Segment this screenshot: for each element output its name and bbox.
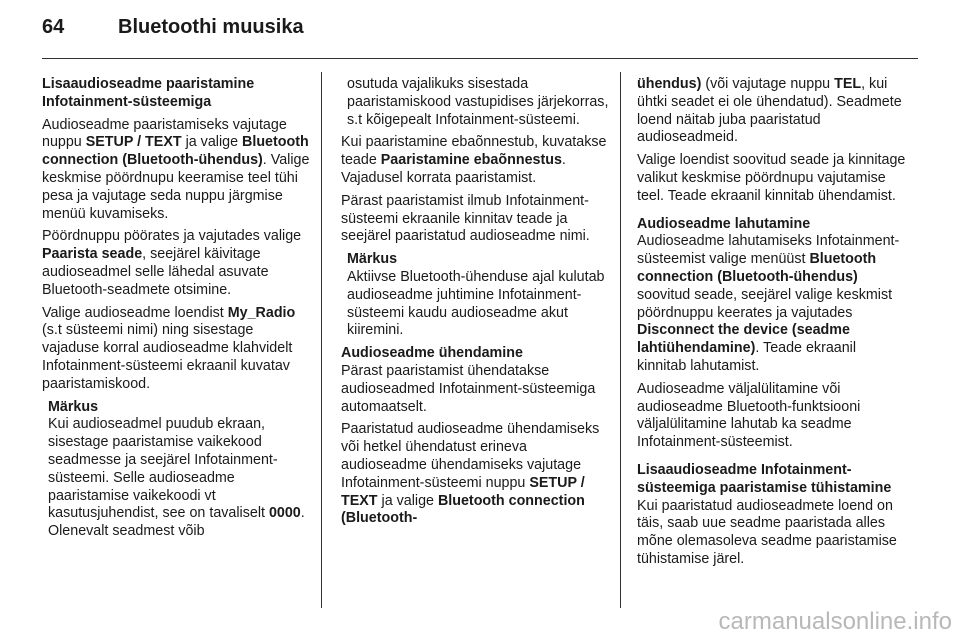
note-title: Märkus — [48, 398, 99, 415]
paragraph: Valige audioseadme loendist My_Radio (s.t süsteemi nimi) ning sisestage vajaduse korral audioseadme klahvidelt Infotainment-süsteemi ekraanil kuvatav paaristamiskood. — [42, 304, 296, 392]
paragraph: Audioseadme paaristamiseks vajutage nuppu SETUP / TEXT ja valige Bluetooth connection (Bluetooth-ühendus). Valige keskmise pöördnupu keeramise teel tühi pesa ja vajutage seda nuppu järgmise menüü kuvamiseks. — [42, 116, 310, 222]
watermark: carmanualsonline.info — [718, 608, 952, 635]
paragraph: Audioseadme lahutamiseks Infotainment-süsteemist valige menüüst Bluetooth connection (Bluetooth-ühendus) soovitud seade, seejärel valige keskmist pöördnuppu keerates ja vajutades Disconnect the device (seadme lahtiühendamine). Teade ekraanil kinnitab lahutamist. — [637, 233, 900, 374]
column-1 — [42, 76, 310, 546]
column-divider-1 — [321, 72, 322, 608]
note-text: Kui audioseadmel puudub ekraan, sisestage paaristamise vaikekood seadmesse ja seejärel Infotainment-süsteemi. Selle audioseadme paaristamise vaikekoodi vt kasutusjuhendist, see on tavaliselt 0000. Olenevalt seadmest võib — [48, 416, 305, 540]
paragraph: ühendus) (või vajutage nuppu TEL, kui ühtki seadet ei ole ühendatud). Seadmete loend näitab juba paaristatud audioseadmeid. — [637, 76, 902, 146]
note-block — [347, 251, 611, 340]
paragraph: Valige loendist soovitud seade ja kinnitage valikut keskmise pöördnupu vajutamise teel. Teade ekraanil kinnitab ühendamist. — [637, 152, 906, 204]
section-heading: Audioseadme lahutamine — [637, 215, 811, 232]
paragraph: Paaristatud audioseadme ühendamiseks või hetkel ühendatust erineva audioseadme ühendamiseks vajutage Infotainment-süsteemi nuppu SETUP / TEXT ja valige Bluetooth connection (Bluetooth- — [341, 421, 600, 527]
column-divider-2 — [620, 72, 621, 608]
note-text: Aktiivse Bluetooth-ühenduse ajal kulutab audioseadme juhtimine Infotainment-süsteemi kaudu audioseadme akut kiiremini. — [347, 268, 605, 339]
page-header — [42, 16, 918, 52]
column-3 — [637, 76, 907, 574]
paragraph: Pärast paaristamist ühendatakse audioseadmed Infotainment-süsteemiga automaatselt. — [341, 362, 596, 415]
paragraph: Pöördnuppu pöörates ja vajutades valige Paarista seade, seejärel käivitage audioseadmel selle lähedal asuvate Bluetooth-seadmete otsimine. — [42, 228, 302, 298]
note-text-continued: osutuda vajalikuks sisestada paaristamiskood vastupidises järjekorras, s.t kõigepealt Infotainment-süsteemi. — [347, 76, 609, 128]
note-block — [48, 399, 310, 541]
page-title: Bluetoothi muusika — [118, 16, 304, 38]
section-heading: Audioseadme ühendamine — [341, 345, 523, 362]
header-rule — [42, 58, 918, 59]
column-2 — [341, 76, 611, 533]
section-heading: Lisaaudioseadme Infotainment-süsteemiga paaristamise tühistamine — [637, 461, 892, 496]
paragraph: Kui paaristatud audioseadmete loend on täis, saab uue seadme paaristada alles mõne olemasoleva seadme paaristamise tühistamise järel. — [637, 497, 897, 567]
paragraph: Audioseadme väljalülitamine või audioseadme Bluetooth-funktsiooni väljalülitamine lahutab ka seadme Infotainment-süsteemist. — [637, 380, 861, 451]
page-number: 64 — [42, 16, 65, 38]
paragraph: Kui paaristamine ebaõnnestub, kuvatakse teade Paaristamine ebaõnnestus. Vajadusel korrata paaristamist. — [341, 134, 607, 186]
note-title: Märkus — [347, 251, 398, 268]
section-heading: Lisaaudioseadme paaristamine Infotainment-süsteemiga — [42, 76, 255, 110]
paragraph: Pärast paaristamist ilmub Infotainment-süsteemi ekraanile kinnitav teade ja seejärel paaristatud audioseadme nimi. — [341, 192, 590, 245]
